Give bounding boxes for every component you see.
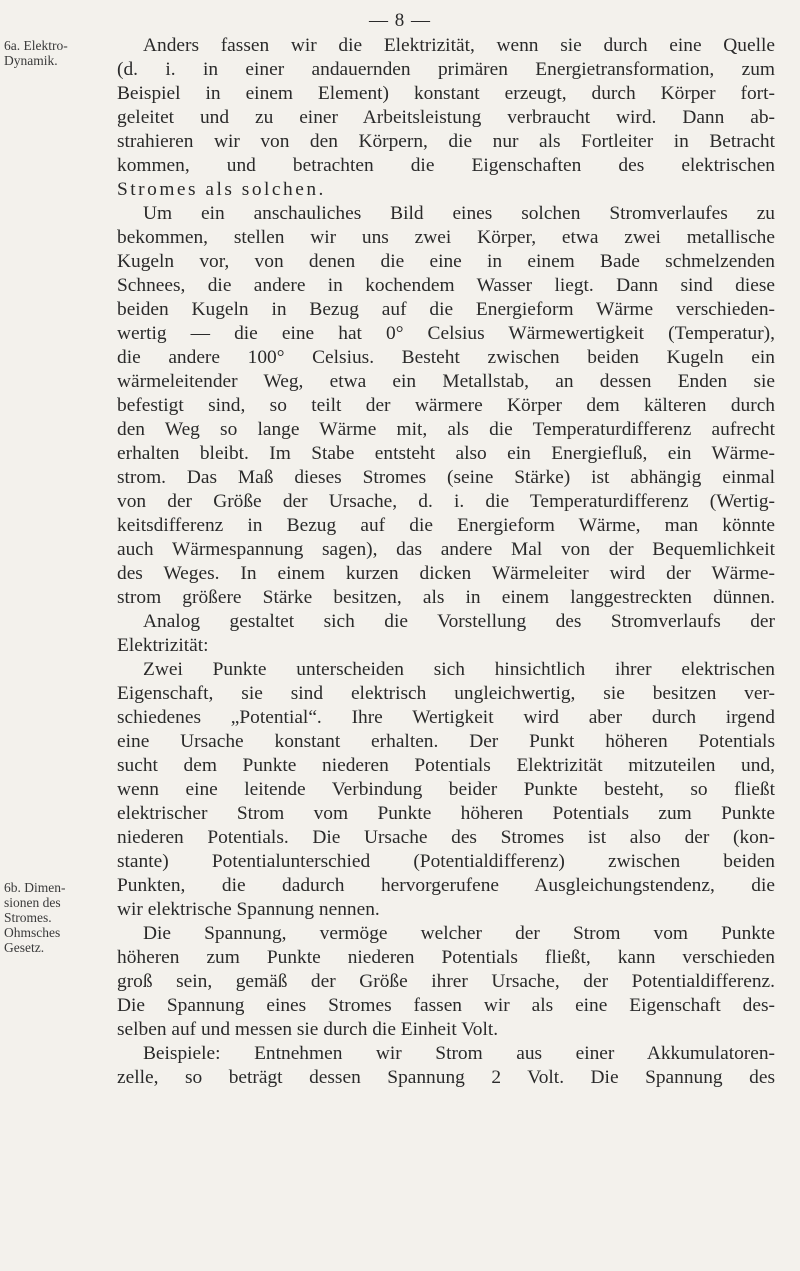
text-line: die andere 100° Celsius. Besteht zwischen beiden Kugeln ein [117, 347, 775, 368]
text-line: Kugeln vor, von denen die eine in einem Bade schmelzenden [117, 251, 775, 272]
text-line: Analog gestaltet sich die Vorstellung des Stromverlaufs der [143, 611, 775, 632]
text-line: selben auf und messen sie durch die Einheit Volt. [117, 1019, 499, 1040]
text-line: (d. i. in einer andauernden primären Energietransformation, zum [117, 59, 775, 80]
text-line: wir elektrische Spannung nennen. [117, 899, 380, 920]
text-line: zelle, so beträgt dessen Spannung 2 Volt. Die Spannung des [117, 1067, 775, 1088]
text-line: höheren zum Punkte niederen Potentials fließt, kann verschieden [117, 947, 775, 968]
text-line: Die Spannung, vermöge welcher der Strom vom Punkte [143, 923, 775, 944]
text-line: strom. Das Maß dieses Stromes (seine Stärke) ist abhängig einmal [117, 467, 775, 488]
text-line: kommen, und betrachten die Eigenschaften des elektrischen [117, 155, 775, 176]
text-line: wertig — die eine hat 0° Celsius Wärmewertigkeit (Temperatur), [117, 323, 775, 344]
margin-note-line: sionen des [4, 895, 61, 910]
margin-note-line: Gesetz. [4, 940, 45, 955]
text-line: eine Ursache konstant erhalten. Der Punkt höheren Potentials [117, 731, 775, 752]
text-line: strahieren wir von den Körpern, die nur als Fortleiter in Betracht [117, 131, 775, 152]
text-line: stante) Potentialunterschied (Potentialdifferenz) zwischen beiden [117, 851, 775, 872]
text-line: Elektrizität: [117, 635, 209, 656]
text-line: wärmeleitender Weg, etwa ein Metallstab, an dessen Enden sie [117, 371, 775, 392]
text-line: Stromes als solchen. [117, 179, 326, 200]
text-line: auch Wärmespannung sagen), das andere Mal von der Bequemlichkeit [117, 539, 775, 560]
text-line: sucht dem Punkte niederen Potentials Elektrizität mitzuteilen und, [117, 755, 775, 776]
margin-note-dimensionen [4, 880, 100, 955]
text-line: wenn eine leitende Verbindung beider Punkte besteht, so fließt [117, 779, 775, 800]
text-line: Die Spannung eines Stromes fassen wir als eine Eigenschaft des- [117, 995, 775, 1016]
text-line: von der Größe der Ursache, d. i. die Temperaturdifferenz (Wertig- [117, 491, 775, 512]
text-line: geleitet und zu einer Arbeitsleistung verbraucht wird. Dann ab- [117, 107, 775, 128]
page-number: — 8 — [369, 10, 431, 31]
margin-note-line: Ohmsches [4, 925, 61, 940]
text-line: keitsdifferenz in Bezug auf die Energieform Wärme, man könnte [117, 515, 775, 536]
text-line: schiedenes „Potential“. Ihre Wertigkeit wird aber durch irgend [117, 707, 775, 728]
text-line: Beispiele: Entnehmen wir Strom aus einer Akkumulatoren- [143, 1043, 775, 1064]
text-line: strom größere Stärke besitzen, als in einem langgestreckten dünnen. [117, 587, 775, 608]
text-line: Um ein anschauliches Bild eines solchen Stromverlaufes zu [143, 203, 775, 224]
text-line: befestigt sind, so teilt der wärmere Körper dem kälteren durch [117, 395, 775, 416]
text-line: groß sein, gemäß der Größe ihrer Ursache, der Potentialdifferenz. [117, 971, 775, 992]
text-line: Anders fassen wir die Elektrizität, wenn sie durch eine Quelle [143, 35, 775, 56]
text-line: niederen Potentials. Die Ursache des Stromes ist also der (kon- [117, 827, 775, 848]
margin-note-line: 6a. Elektro- [4, 38, 68, 53]
text-line: Beispiel in einem Element) konstant erzeugt, durch Körper fort- [117, 83, 775, 104]
margin-note-elektrodynamik [4, 38, 100, 68]
text-line: den Weg so lange Wärme mit, als die Temperaturdifferenz aufrecht [117, 419, 775, 440]
text-line: Zwei Punkte unterscheiden sich hinsichtlich ihrer elektrischen [143, 659, 775, 680]
margin-note-line: 6b. Dimen- [4, 880, 66, 895]
text-line: Eigenschaft, sie sind elektrisch ungleichwertig, sie besitzen ver- [117, 683, 775, 704]
margin-note-line: Dynamik. [4, 53, 58, 68]
text-line: Schnees, die andere in kochendem Wasser liegt. Dann sind diese [117, 275, 775, 296]
text-line: erhalten bleibt. Im Stabe entsteht also ein Energiefluß, ein Wärme- [117, 443, 775, 464]
body-text [117, 34, 775, 1090]
margin-note-line: Stromes. [4, 910, 52, 925]
text-line: bekommen, stellen wir uns zwei Körper, etwa zwei metallische [117, 227, 775, 248]
text-line: Punkten, die dadurch hervorgerufene Ausgleichungstendenz, die [117, 875, 775, 896]
text-line: des Weges. In einem kurzen dicken Wärmeleiter wird der Wärme- [117, 563, 775, 584]
text-line: elektrischer Strom vom Punkte höheren Potentials zum Punkte [117, 803, 775, 824]
text-line: beiden Kugeln in Bezug auf die Energieform Wärme verschieden- [117, 299, 775, 320]
